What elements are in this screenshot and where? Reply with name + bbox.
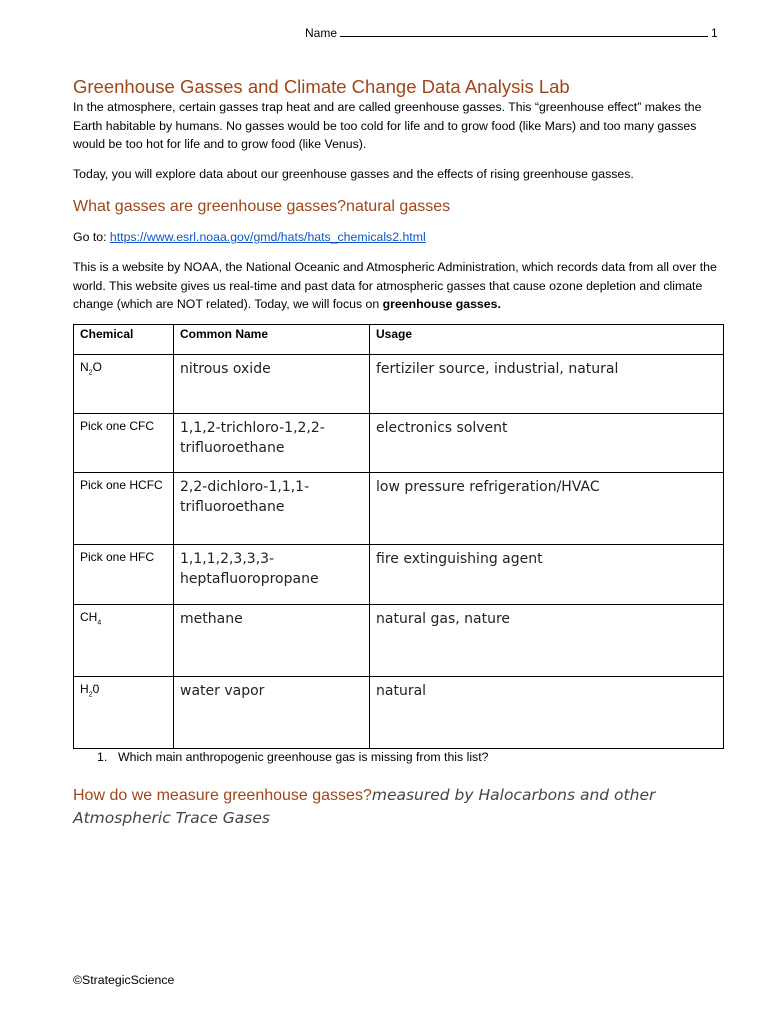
chemical-symbol: Pick one CFC [80, 419, 155, 433]
usage-cell[interactable]: natural gas, nature [370, 605, 724, 677]
chemical-symbol-tail: 0 [92, 682, 100, 696]
common-name-cell[interactable]: methane [174, 605, 370, 677]
chemical-cell [74, 414, 174, 473]
common-name-cell[interactable]: 2,2-dichloro-1,1,1-trifluoroethane [174, 473, 370, 545]
intro-paragraph-1: In the atmosphere, certain gasses trap heat and are called greenhouse gasses. This “greenhouse effect” makes the Earth habitable by humans. No gasses would be too cold for life and to grow food (like Mars) and too many gasses would be too hot for life and to grow food (like Venus). [73, 100, 702, 151]
usage-cell[interactable]: natural [370, 677, 724, 749]
table-row [74, 355, 724, 414]
page-number: 1 [711, 26, 718, 40]
common-name-cell[interactable]: 1,1,1,2,3,3,3-heptafluoropropane [174, 545, 370, 605]
name-blank[interactable] [340, 24, 708, 37]
usage-cell[interactable]: fire extinguishing agent [370, 545, 724, 605]
goto-label: Go to: [73, 230, 107, 244]
chemical-cell [74, 677, 174, 749]
header-usage: Usage [370, 325, 724, 355]
question-text: Which main anthropogenic greenhouse gas is missing from this list? [118, 750, 489, 764]
chemical-subscript: 2 [88, 691, 93, 699]
usage-cell[interactable]: fertiziler source, industrial, natural [370, 355, 724, 414]
section-heading-measure [73, 784, 713, 830]
intro-paragraph-2: Today, you will explore data about our greenhouse gasses and the effects of rising greenhouse gasses. [73, 167, 634, 181]
question-1 [97, 749, 488, 765]
page-title: Greenhouse Gasses and Climate Change Data Analysis Lab [73, 76, 570, 97]
name-label: Name [305, 26, 338, 40]
header-common-name: Common Name [174, 325, 370, 355]
measure-answer[interactable]: measured by Halocarbons and other Atmospheric Trace Gases [73, 786, 656, 827]
noaa-paragraph [73, 258, 723, 314]
chemical-subscript: 4 [97, 619, 102, 627]
chemical-cell [74, 355, 174, 414]
chemical-symbol: Pick one HCFC [80, 478, 163, 492]
common-name-cell[interactable]: nitrous oxide [174, 355, 370, 414]
chemical-symbol-tail: O [92, 360, 102, 374]
name-line [305, 24, 723, 41]
table-header-row [74, 325, 724, 355]
noaa-paragraph-bold: greenhouse gasses. [382, 297, 501, 311]
table-row [74, 473, 724, 545]
chemical-cell [74, 545, 174, 605]
chemical-symbol: Pick one HFC [80, 550, 155, 564]
usage-cell[interactable]: low pressure refrigeration/HVAC [370, 473, 724, 545]
table-row [74, 545, 724, 605]
section-heading-gasses: What gasses are greenhouse gasses?natural gasses [73, 198, 451, 215]
chemical-cell [74, 605, 174, 677]
header-chemical: Chemical [74, 325, 174, 355]
chemical-symbol: N [80, 360, 89, 374]
goto-line [73, 229, 426, 245]
usage-cell[interactable]: electronics solvent [370, 414, 724, 473]
table-row [74, 677, 724, 749]
noaa-paragraph-text: This is a website by NOAA, the National Oceanic and Atmospheric Administration, which records data from all over the world. This website gives us real-time and past data for atmospheric gasses that cause ozone depletion and climate change (which are NOT related). Today, we will focus on [73, 260, 717, 311]
footer-copyright: ©StrategicScience [73, 973, 175, 987]
chemical-subscript: 2 [88, 369, 93, 377]
common-name-cell[interactable]: water vapor [174, 677, 370, 749]
measure-heading-text: How do we measure greenhouse gasses? [73, 787, 372, 804]
question-number: 1. [97, 750, 108, 764]
gas-table [73, 324, 724, 749]
chemical-symbol: H [80, 682, 89, 696]
chemical-symbol: CH [80, 610, 98, 624]
table-row [74, 414, 724, 473]
chemical-cell [74, 473, 174, 545]
noaa-link[interactable]: https://www.esrl.noaa.gov/gmd/hats/hats_chemicals2.html [109, 230, 426, 244]
common-name-cell[interactable]: 1,1,2-trichloro-1,2,2-trifluoroethane [174, 414, 370, 473]
table-row [74, 605, 724, 677]
